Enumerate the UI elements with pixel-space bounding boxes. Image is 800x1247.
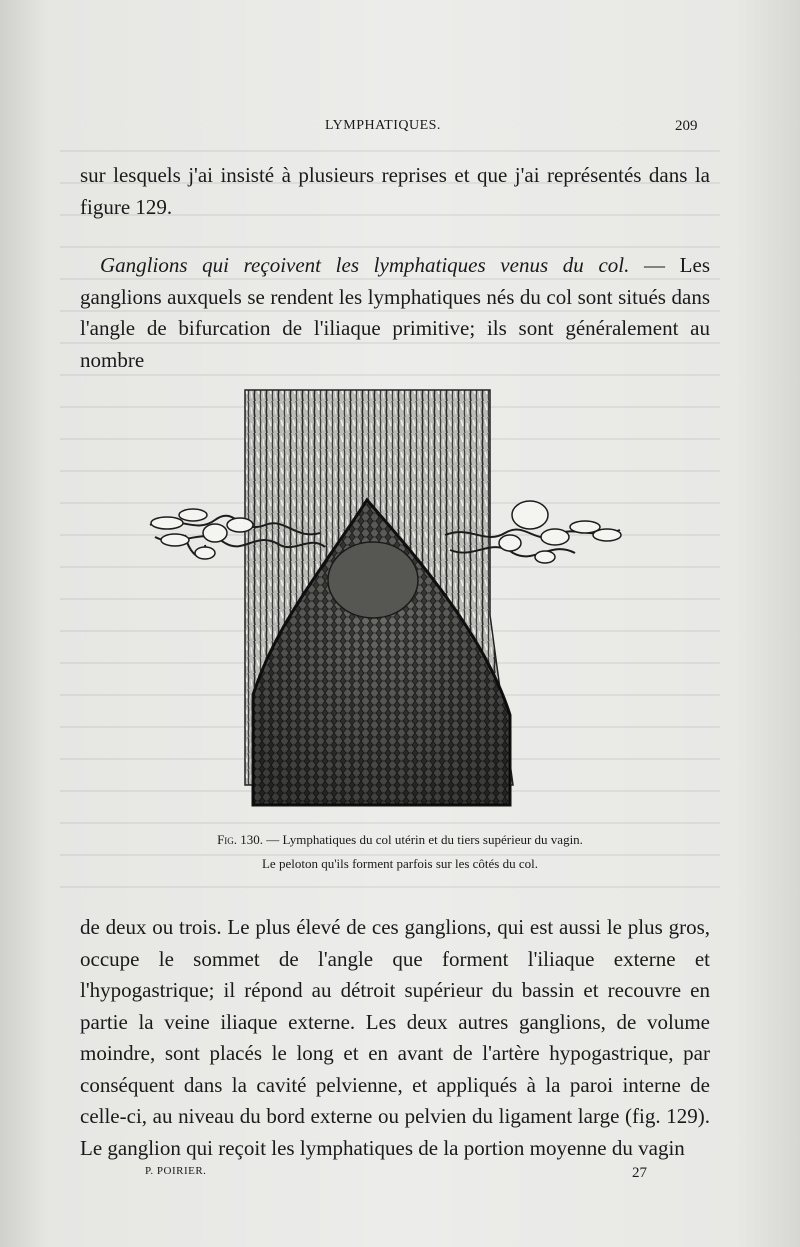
paragraph-1: sur lesquels j'ai insisté à plusieurs reprises et que j'ai représentés dans la figure 129. bbox=[80, 163, 710, 219]
paragraph-3: de deux ou trois. Le plus élevé de ces ganglions, qui est aussi le plus gros, occupe le sommet de l'angle que forment l'iliaque externe et l'hypogastrique; il répond au détroit supérieur du bassin et recouvre en partie la veine iliaque externe. Les deux autres ganglions, de volume moindre, sont placés le long et en avant de l'artère hypogastrique, par conséquent dans la cavité pelvienne, et appliqués à la paroi interne de celle-ci, au niveau du bord externe ou pelvien du ligament large (fig. 129). Le ganglion qui reçoit les lymphatiques de la portion moyenne du vagin bbox=[80, 915, 710, 1160]
figure-caption-line-1: — Lymphatiques du col utérin et du tiers supérieur du vagin. bbox=[263, 832, 583, 847]
paragraph-continuation bbox=[80, 160, 710, 223]
section-heading: Ganglions qui reçoivent les lymphatiques venus du col. bbox=[100, 253, 630, 277]
paragraph-ganglions bbox=[80, 250, 710, 376]
page-number: 209 bbox=[675, 118, 698, 134]
paragraph-2 bbox=[80, 250, 710, 376]
footer-author: P. POIRIER. bbox=[145, 1165, 207, 1177]
paragraph-2-text: — Les ganglions auxquels se rendent les lymphatiques nés du col sont situés dans l'angle de bifurcation de l'iliaque primitive; ils sont généralement au nombre bbox=[80, 253, 711, 372]
paragraph-after-figure bbox=[80, 912, 710, 1164]
running-title: LYMPHATIQUES. bbox=[325, 118, 441, 133]
page-footer bbox=[0, 1165, 800, 1185]
figure-caption-line-2: Le peloton qu'ils forment parfois sur les côtés du col. bbox=[261, 856, 538, 871]
engraving-illustration bbox=[145, 385, 625, 810]
running-head bbox=[0, 118, 800, 138]
anatomical-engraving bbox=[145, 385, 625, 810]
figure-label: Fig. 130. bbox=[217, 832, 264, 847]
figure-caption bbox=[120, 832, 680, 848]
footer-signature: 27 bbox=[632, 1165, 647, 1181]
